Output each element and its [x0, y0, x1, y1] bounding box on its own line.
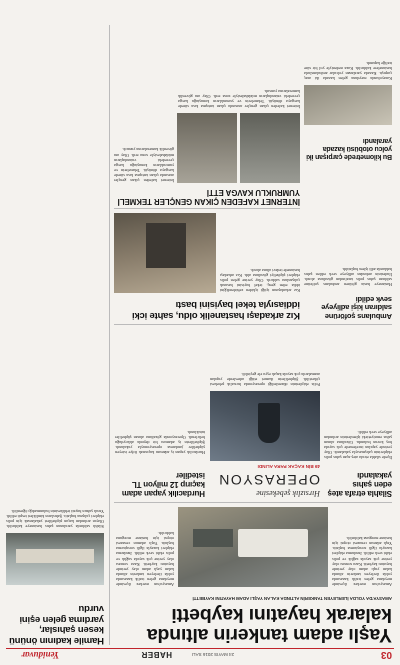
- kavga-photo-2: [177, 113, 237, 183]
- kaza-photo: [304, 85, 392, 125]
- page-number: 03: [380, 649, 392, 660]
- masthead: [6, 648, 394, 660]
- left-column-headline: Hamile kadının önünü kesen şahıslar, yardıma gelen eşini vurdu: [9, 603, 104, 646]
- operasyon-kicker: 49 BİN KAÇAK PARA ALINDI: [257, 464, 320, 469]
- operasyon-photo: [210, 391, 320, 461]
- kavga-body: İnternet kafeden çıkan gençler arasında çıkan tartışma kısa sürede kavgaya dönüştü. Tekmelerin ve yumrukların konuştuğu kavga çevredeki vatandaşların müdahalesiyle sona erdi. Olay anı güvenlik kameralarına yansıdı.: [114, 147, 174, 183]
- operasyon-body: Polis ekiplerinin düzenlediği operasyonda hırsızlık şebekesi çökertildi. Şüphelilerin ikamet ettiği adreslerde yapılan aramalarda çok sayıda kaçak eşya ele geçirildi.: [210, 371, 320, 387]
- silah-headline: Silahla etrafa ateş eden şahıs yakalandı: [327, 471, 392, 498]
- main-body-2: Amasya'nın merkez ilçesinde meydana gelen trafik kazasında yolda ilerleyen tankerin altında kalan yaşlı adam olay yerinde hayatını kaybetti. Kaza sonrası olay yerine çok sayıda sağlık ve polis ekibi sevk edildi. Jandarma ekipleri kazayla ilgili soruşturma başlattı. Yaşlı adamın cenazesi otopsi için hastane morguna kaldırıldı.: [116, 531, 174, 587]
- row-rule-3: [114, 208, 300, 209]
- section-label: HABER: [141, 650, 172, 659]
- kaza-headline: Bu kilometrede çarpışan iki yolcu otobüsü kazada yaralandı: [306, 137, 392, 160]
- kiz-headline: Kız arkadaşı hastanelik oldu, sahte icki iddiasıyla tekel bayisini bastı: [132, 299, 300, 321]
- kavga-photo-1: [240, 113, 300, 183]
- kavga-body-2: İnternet kafeden çıkan gençler arasında çıkan tartışma kısa sürede kavgaya dönüştü. Tekmelerin ve yumrukların konuştuğu kavga çevredeki vatandaşların müdahalesiyle sona erdi. Olay anı güvenlik kameralarına yansıdı.: [178, 88, 300, 109]
- kaza-body: Karayolunda meydana gelen kazada iki araç çarpıştı. Kazada yaralanan yolcular ambulanslarla hastanelere kaldırıldı. Kaza nedeniyle yol bir süre trafiğe kapandı.: [304, 60, 392, 81]
- main-photo: [178, 507, 328, 587]
- ambulans-headline: Ambulans şoförüne saldıran kişi adliyeye sevk edildi: [321, 295, 392, 321]
- left-column-photo: [6, 533, 104, 585]
- operasyon-headline: OPERASYON: [217, 472, 320, 488]
- edition-date: 24 MAYIS 2016 SALI: [191, 652, 234, 657]
- main-headline: Yaşlı adam tankerin altında kalarak hayatını kaybetti: [147, 604, 392, 646]
- right-rule: [109, 25, 110, 645]
- hurdacilik-body: Hurdacılık yapan iş adamını kaçırarak fidye isteyen şüpheliler jandarma operasyonuyla yakalandı. Şüphelilerin iş adamını bir depoda alıkoyduğu belirlendi. Operasyonda gözaltına alınan şüpheliler tutuklandı.: [115, 429, 205, 455]
- kiz-body: Kız arkadaşının içtiği içkiden zehirlendiğini iddia eden genç, tekel bayisini basarak çalışanlara saldırdı. Olay yerine gelen polis ekipleri şüpheliyi gözaltına aldı. Kız arkadaşı hastanede tedavi altına alındı.: [220, 267, 300, 293]
- silah-body: İlçede silahla etrafa ateş açan şahıs polis ekiplerinin çalışmasıyla yakalandı. Olay yerinde yapılan incelemede çok sayıda boş kovan bulundu. Gözaltına alınan şahıs emniyetteki işlemlerinin ardından adliyeye sevk edildi.: [324, 429, 392, 460]
- logo: Yeniduvar: [21, 650, 59, 660]
- main-deck: AMASYA'DA YOLDA İLERLEYEN TANKERİN ALTINDA KALAN YAŞLI ADAM HAYATINI KAYBETTİ: [192, 596, 392, 601]
- left-column-body: Silahlı saldırıda yaralanan şahıs hastaneye kaldırıldı. Olayın ardından kaçan şüphelileri yakalamak için polis ekipleri çalışma başlattı. Şahısların kimlikleri tespit edildi. Yaralı şahsın hayati tehlikesinin bulunmadığı öğrenildi.: [6, 508, 104, 529]
- ambulans-body: Hastaneye hasta götüren ambulans şoförüne saldıran şahıs polis tarafından gözaltına alındı. İfadesinin ardından adliyeye sevk edilen şahıs hakkında adli işlem başlatıldı.: [304, 266, 392, 287]
- operasyon-label: Hırsızlık şebekesine: [256, 489, 320, 498]
- hurdacilik-headline: Hurdacılık yapan adam kaçırıp 12 milyon TL istediler: [122, 471, 205, 498]
- kavga-headline: İNTERNET KAFEDEN ÇIKAN GENÇLER TEKMELİ YUMRUKLU KAVGA ETTİ: [117, 188, 300, 206]
- main-body: Amasya'nın merkez ilçesinde meydana gelen trafik kazasında yolda ilerleyen tankerin altında kalan yaşlı adam olay yerinde hayatını kaybetti. Kaza sonrası olay yerine çok sayıda sağlık ve polis ekibi sevk edildi. Jandarma ekipleri kazayla ilgili soruşturma başlattı. Yaşlı adamın cenazesi otopsi için hastane morguna kaldırıldı.: [332, 536, 392, 587]
- kiz-photo: [114, 213, 216, 293]
- row-rule-2: [114, 324, 392, 325]
- row-rule-1: [114, 502, 392, 503]
